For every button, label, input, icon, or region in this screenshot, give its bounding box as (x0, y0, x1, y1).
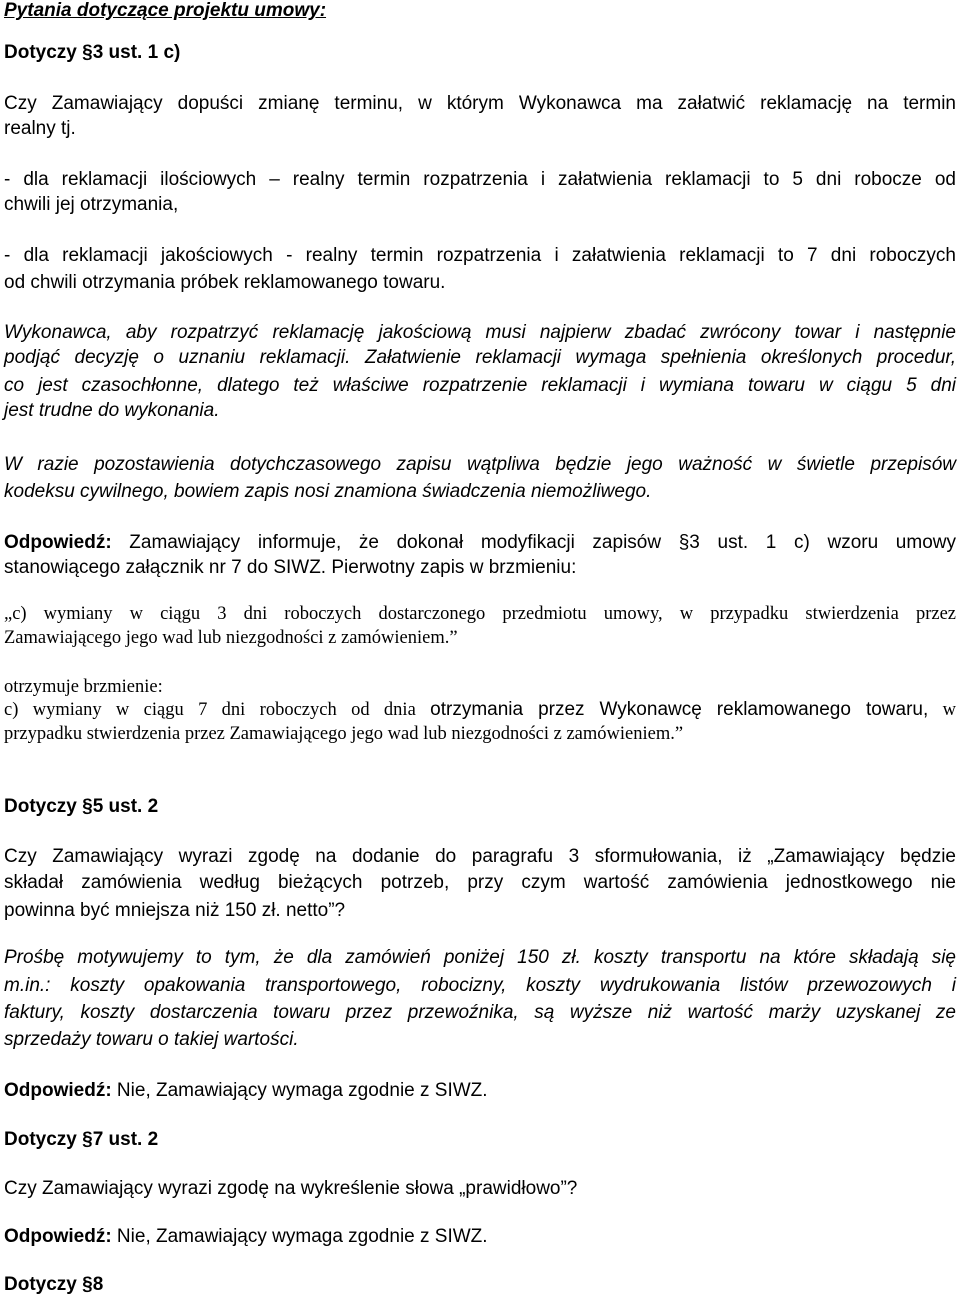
question-text: składał zamówienia według bieżących potrzeb, przy czym wartość zamówienia jednostkowego nie (4, 872, 956, 893)
question-text: Czy Zamawiający wyrazi zgodę na wykreślenie słowa „prawidłowo”? (4, 1178, 578, 1199)
answer-text: Odpowiedź: Zamawiający informuje, że dokonał modyfikacji zapisów §3 ust. 1 c) wzoru umowy (4, 532, 956, 553)
justification-text: Prośbę motywujemy to tym, że dla zamówień poniżej 150 zł. koszty transportu na które składają się (4, 947, 956, 968)
question-text: realny tj. (4, 118, 76, 139)
new-clause: przypadku stwierdzenia przez Zamawiającego jego wad lub niezgodności z zamówieniem.” (4, 724, 684, 744)
question-text: Czy Zamawiający dopuści zmianę terminu, w którym Wykonawca ma załatwić reklamację na termin (4, 93, 956, 114)
answer-text: Odpowiedź: Nie, Zamawiający wymaga zgodnie z SIWZ. (4, 1080, 488, 1101)
answer-text: Odpowiedź: Nie, Zamawiający wymaga zgodnie z SIWZ. (4, 1226, 488, 1247)
legal-concern-text: W razie pozostawienia dotychczasowego zapisu wątpliwa będzie jego ważność w świetle przepisów (4, 454, 956, 475)
question-text: powinna być mniejsza niż 150 zł. netto”? (4, 900, 346, 921)
contractor-justification: co jest czasochłonne, dlatego też właściwe rozpatrzenie reklamacji i wymiana towaru w ciągu 5 dni (4, 375, 956, 396)
justification-text: sprzedaży towaru o takiej wartości. (4, 1029, 299, 1050)
justification-text: m.in.: koszty opakowania transportowego, robocizny, koszty wydrukowania listów przewozowych i (4, 975, 956, 996)
quality-complaint-text: - dla reklamacji jakościowych - realny termin rozpatrzenia i załatwienia reklamacji to 7 dni roboczych (4, 245, 956, 266)
new-wording-label: otrzymuje brzmienie: (4, 677, 163, 697)
answer-label: Odpowiedź: (4, 1226, 112, 1247)
justification-text: faktury, koszty dostarczenia towaru przez przewoźnika, są wyższe niż wartość marży uzyskanej ze (4, 1002, 956, 1023)
section-title-par3: Dotyczy §3 ust. 1 c) (4, 42, 181, 63)
contractor-justification: jest trudne do wykonania. (4, 400, 220, 421)
section-title-par5: Dotyczy §5 ust. 2 (4, 796, 159, 817)
contractor-justification: Wykonawca, aby rozpatrzyć reklamację jakościową musi najpierw zbadać zwrócony towar i następnie (4, 322, 956, 343)
answer-text: stanowiącego załącznik nr 7 do SIWZ. Pierwotny zapis w brzmieniu: (4, 557, 577, 578)
document-heading: Pytania dotyczące projektu umowy: (4, 0, 327, 21)
question-text: Czy Zamawiający wyrazi zgodę na dodanie do paragrafu 3 sformułowania, iż „Zamawiający będzie (4, 846, 956, 867)
original-clause: Zamawiającego jego wad lub niezgodności z zamówieniem.” (4, 628, 458, 648)
quantity-complaint-text: chwili jej otrzymania, (4, 194, 179, 215)
section-title-par8: Dotyczy §8 (4, 1274, 104, 1295)
quality-complaint-text: od chwili otrzymania próbek reklamowanego towaru. (4, 272, 446, 293)
original-clause: „c) wymiany w ciągu 3 dni roboczych dostarczonego przedmiotu umowy, w przypadku stwierdzenia przez (4, 604, 956, 624)
answer-label: Odpowiedź: (4, 1080, 112, 1101)
contractor-justification: podjąć decyzję o uznaniu reklamacji. Załatwienie reklamacji wymaga spełnienia określonych procedur, (4, 347, 956, 368)
quantity-complaint-text: - dla reklamacji ilościowych – realny termin rozpatrzenia i załatwienia reklamacji to 5 dni robocze od (4, 169, 956, 190)
section-title-par7: Dotyczy §7 ust. 2 (4, 1129, 159, 1150)
new-clause: c) wymiany w ciągu 7 dni roboczych od dnia otrzymania przez Wykonawcę reklamowanego towaru, w (4, 699, 956, 720)
legal-concern-text: kodeksu cywilnego, bowiem zapis nosi znamiona świadczenia niemożliwego. (4, 481, 652, 502)
answer-label: Odpowiedź: (4, 532, 112, 553)
